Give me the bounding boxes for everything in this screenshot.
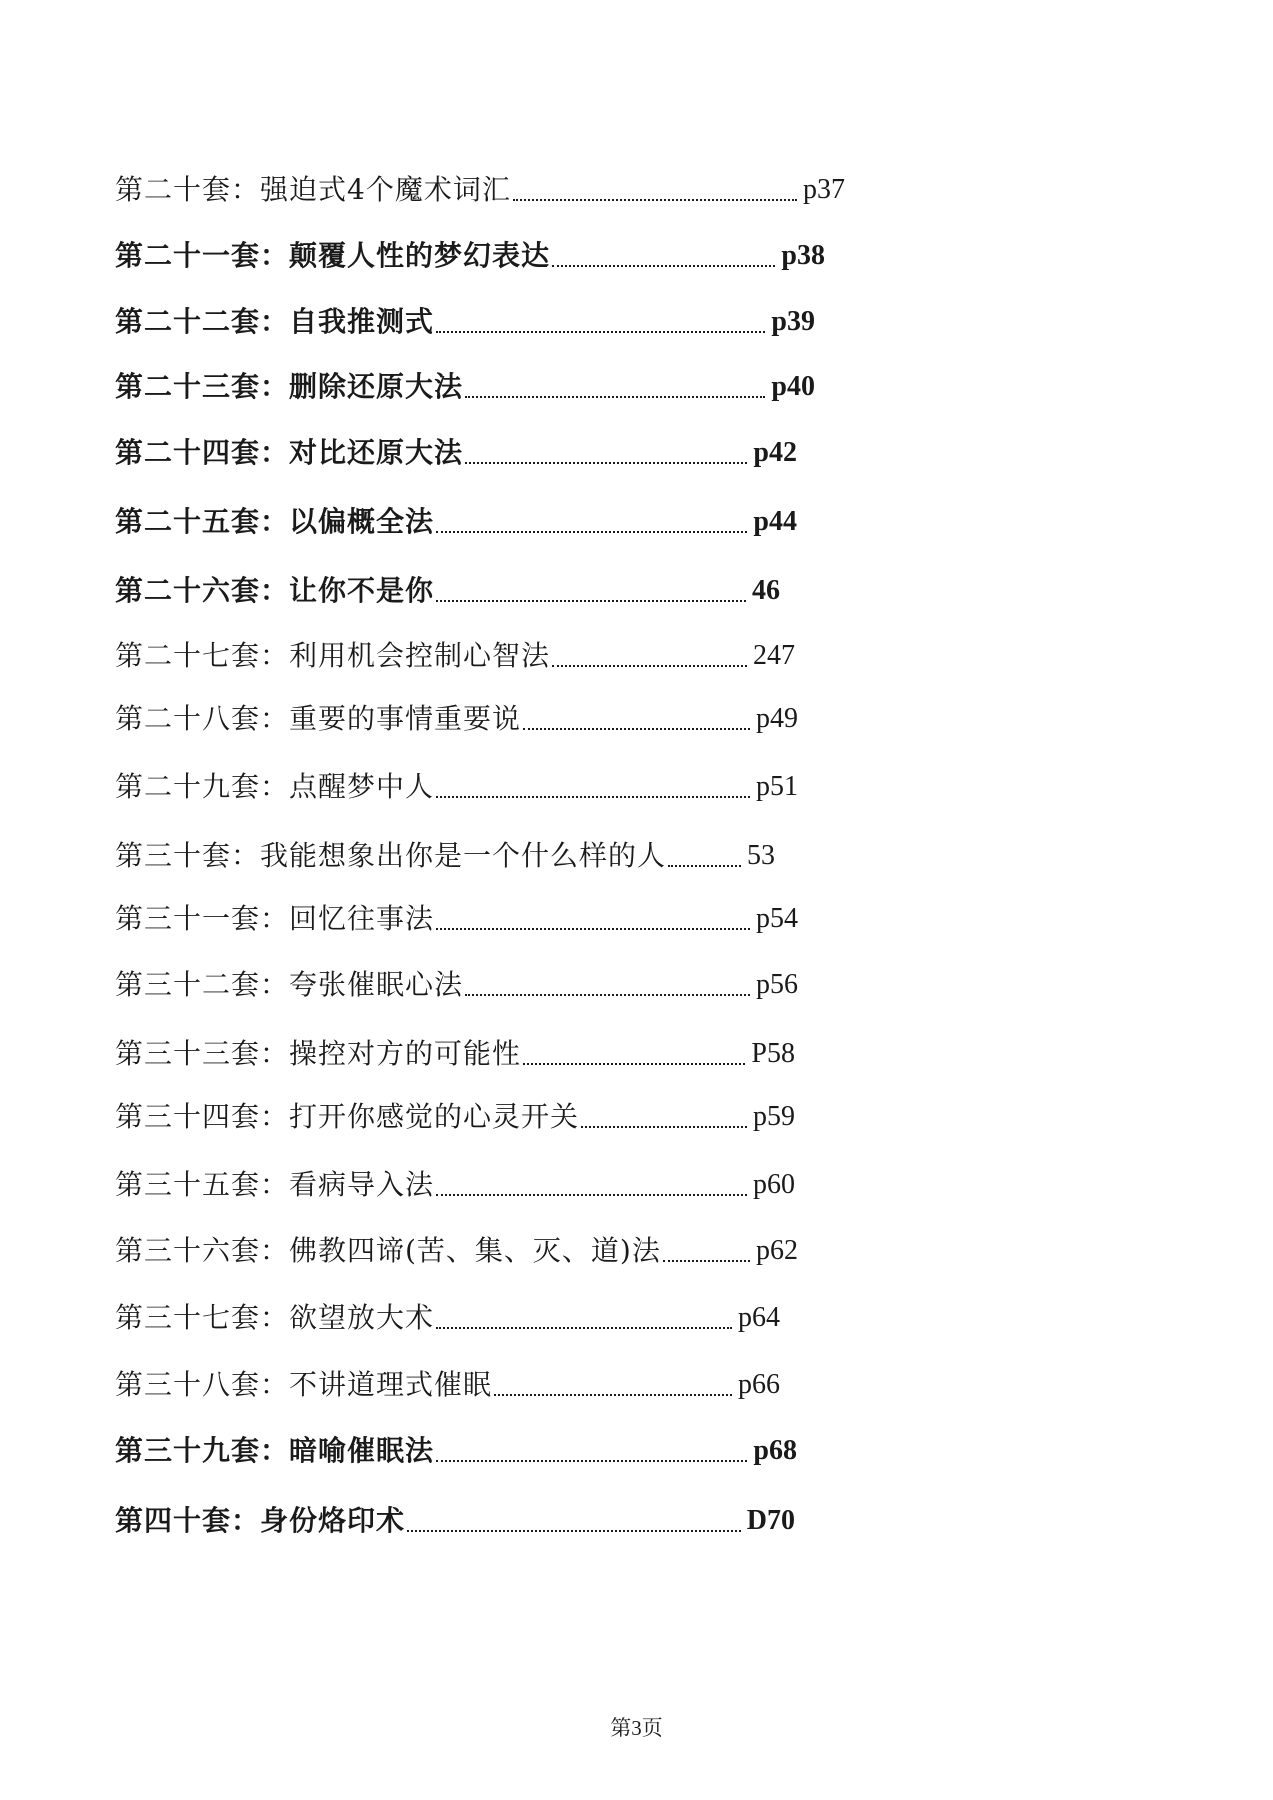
dot-leader (666, 836, 745, 876)
entry-page-number: D70 (746, 1505, 795, 1536)
entry-title: 第二十二套：自我推测式 (115, 305, 435, 338)
toc-entry (115, 226, 825, 276)
toc-entry (115, 889, 798, 939)
toc-entry (115, 1288, 780, 1338)
dot-leader (434, 1165, 751, 1205)
dot-leader (511, 170, 801, 210)
toc-entry (115, 1421, 797, 1471)
toc-entry (115, 160, 845, 210)
entry-title: 第三十二套：夸张催眠心法 (115, 968, 464, 1001)
toc-entry (115, 1491, 795, 1541)
dot-leader (579, 1097, 751, 1137)
toc-entry (115, 492, 797, 542)
entry-page-number: p68 (753, 1435, 797, 1466)
entry-title: 第二十七套：利用机会控制心智法 (115, 639, 551, 672)
entry-title: 第四十套：身份烙印术 (115, 1504, 406, 1537)
entry-title: 第三十一套：回忆往事法 (115, 902, 435, 935)
entry-title: 第二十三套：删除还原大法 (115, 370, 464, 403)
entry-page-number: p66 (738, 1369, 780, 1400)
toc-entry (115, 955, 798, 1005)
entry-page-number: 53 (747, 840, 775, 871)
dot-leader (463, 367, 769, 407)
dot-leader (434, 899, 754, 939)
entry-page-number: p64 (738, 1302, 780, 1333)
dot-leader (521, 1034, 749, 1074)
entry-page-number: p44 (753, 506, 797, 537)
entry-title: 第三十五套：看病导入法 (115, 1168, 435, 1201)
dot-leader (434, 571, 750, 611)
entry-page-number: p42 (753, 437, 797, 468)
toc-entry (115, 1221, 798, 1271)
dot-leader (434, 1431, 751, 1471)
toc-entry (115, 1024, 795, 1074)
dot-leader (492, 1365, 736, 1405)
dot-leader (434, 1298, 736, 1338)
page-number: 第3页 (610, 1716, 663, 1740)
entry-page-number: p60 (753, 1169, 795, 1200)
entry-page-number: p62 (756, 1235, 798, 1266)
entry-page-number: p54 (756, 903, 798, 934)
dot-leader (434, 502, 751, 542)
entry-title: 第三十三套：操控对方的可能性 (115, 1037, 522, 1070)
entry-page-number: p39 (771, 306, 815, 337)
toc-entry (115, 689, 798, 739)
dot-leader (661, 1231, 754, 1271)
dot-leader (434, 767, 754, 807)
entry-title: 第二十五套：以偏概全法 (115, 505, 435, 538)
entry-page-number: 247 (753, 640, 795, 671)
toc-entry (115, 561, 780, 611)
entry-page-number: p59 (753, 1101, 795, 1132)
entry-title: 第三十九套：暗喻催眠法 (115, 1434, 435, 1467)
entry-page-number: p49 (756, 703, 798, 734)
toc-entry (115, 357, 815, 407)
entry-page-number: P58 (751, 1038, 795, 1069)
entry-page-number: p38 (781, 240, 825, 271)
toc-entry (115, 1155, 795, 1205)
entry-page-number: p40 (771, 371, 815, 402)
entry-page-number: p56 (756, 969, 798, 1000)
entry-page-number: p51 (756, 771, 798, 802)
dot-leader (405, 1501, 745, 1541)
dot-leader (463, 433, 751, 473)
entry-title: 第二十套：强迫式4个魔术词汇 (115, 173, 511, 206)
dot-leader (521, 699, 754, 739)
toc-entry (115, 292, 815, 342)
entry-title: 第二十八套：重要的事情重要说 (115, 702, 522, 735)
dot-leader (550, 636, 751, 676)
toc-entry (115, 423, 797, 473)
entry-page-number: 46 (752, 575, 780, 606)
entry-title: 第三十六套：佛教四谛(苦、集、灭、道)法 (115, 1234, 661, 1267)
entry-title: 第三十八套：不讲道理式催眠 (115, 1368, 493, 1401)
dot-leader (434, 302, 769, 342)
toc-entry (115, 1355, 780, 1405)
entry-page-number: p37 (803, 174, 845, 205)
entry-title: 第二十四套：对比还原大法 (115, 436, 464, 469)
dot-leader (550, 236, 779, 276)
entry-title: 第二十一套：颠覆人性的梦幻表达 (115, 239, 551, 272)
entry-title: 第三十七套：欲望放大术 (115, 1301, 435, 1334)
toc-entry (115, 626, 795, 676)
toc-entry (115, 757, 798, 807)
entry-title: 第三十四套：打开你感觉的心灵开关 (115, 1100, 580, 1133)
entry-title: 第三十套：我能想象出你是一个什么样的人 (115, 839, 667, 872)
toc-entry (115, 826, 775, 876)
toc-entry (115, 1087, 795, 1137)
dot-leader (463, 965, 754, 1005)
entry-title: 第二十六套：让你不是你 (115, 574, 435, 607)
entry-title: 第二十九套：点醒梦中人 (115, 770, 435, 803)
